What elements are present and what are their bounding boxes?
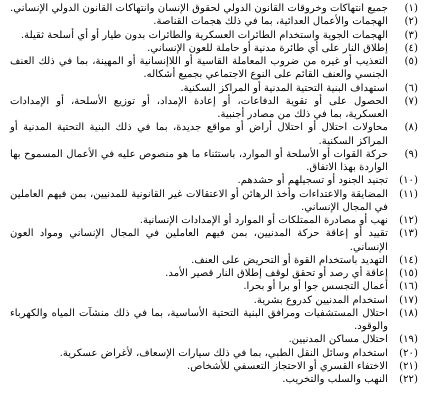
- list-item: [10, 15, 418, 28]
- item-text: المضايقة والاعتداءات وأخذ الرهائن أو الاعتقالات غير القانونية للمدنيين، بمن فيهم العاملين في المجال الإنساني.: [10, 188, 388, 213]
- list-item: [10, 42, 418, 55]
- list-item: [10, 360, 418, 373]
- list-item: [10, 29, 418, 42]
- list-item: [10, 82, 418, 95]
- item-number: (١): [404, 3, 418, 14]
- item-text: الهجمات والأعمال العدائية، بما في ذلك هجمات القناصة.: [153, 16, 388, 28]
- item-text: احتلال مساكن المدنيين.: [288, 334, 388, 346]
- item-number: (٢٠): [399, 347, 418, 359]
- list-item: [10, 174, 418, 187]
- item-number: (٧): [404, 95, 418, 107]
- item-text: نهب أو مصادرة الممتلكات أو الموارد أو الإمدادات الإنسانية.: [139, 215, 388, 226]
- list-item: [10, 254, 418, 267]
- item-text: تجنيد الجنود أو تسجيلهم أو حشدهم.: [237, 175, 388, 187]
- list-item: [10, 121, 418, 148]
- item-text: التعذيب أو غيره من ضروب المعاملة القاسية أو اللاإنسانية أو المهينة، بما في ذلك العنف الجنسي والعنف القائم على النوع الاجتماعي بجميع أشكاله.: [10, 56, 388, 81]
- item-text: استخدام وسائل النقل الطبي، بما في ذلك سيارات الإسعاف، لأغراض عسكرية.: [59, 347, 388, 359]
- item-number: (٢٢): [399, 374, 418, 385]
- item-number: (٣): [404, 29, 418, 41]
- list-item: [10, 333, 418, 346]
- item-text: محاولات احتلال أو احتلال أراض أو مواقع جديدة، بما في ذلك البنية التحتية المدنية أو المراكز السكنية.: [10, 122, 388, 147]
- item-text: إطلاق النار على أي طائرة مدنية أو حاملة للعون الإنساني.: [147, 42, 388, 54]
- item-number: (١٨): [399, 307, 418, 319]
- item-text: حركة القوات أو الأسلحة أو الموارد، باستثناء ما هو منصوص عليه في الأعمال المسموح بها الواردة بهذا الاتفاق.: [10, 148, 388, 173]
- item-text: الهجمات الجوية واستخدام الطائرات العسكرية والطائرات بدون طيار أو أي أسلحة ثقيلة.: [20, 29, 388, 41]
- item-text: الحصول على أو تقوية الدفاعات، أو إعادة الإمداد، أو توزيع الأسلحة، أو الإمدادات العسكرية، بما في ذلك من مصادر أجنبية.: [10, 95, 388, 120]
- item-number: (٩): [404, 148, 418, 160]
- item-text: احتلال المستشفيات ومرافق البنية التحتية الأساسية، بما في ذلك منشآت المياه والكهرباء والوقود.: [10, 307, 388, 332]
- list-item: [10, 280, 418, 293]
- prohibited-actions-list: [10, 2, 418, 386]
- item-number: (١٠): [399, 175, 418, 187]
- item-text: الاختفاء القسري أو الاحتجاز التعسفي للأشخاص.: [187, 360, 388, 372]
- list-item: [10, 2, 418, 15]
- list-item: [10, 307, 418, 334]
- item-number: (٦): [404, 82, 418, 94]
- list-item: [10, 267, 418, 280]
- list-item: [10, 95, 418, 122]
- item-text: جميع انتهاكات وخروقات القانون الدولي لحقوق الإنسان وانتهاكات القانون الدولي الإنساني.: [10, 3, 388, 14]
- item-number: (٢): [404, 16, 418, 28]
- item-number: (١٢): [399, 215, 418, 226]
- list-item: [10, 373, 418, 386]
- item-text: تقييد أو إعاقة حركة المدنيين، بمن فيهم العاملين في المجال الإنساني ومواد العون الإنساني.: [10, 228, 388, 253]
- item-number: (١٧): [399, 294, 418, 306]
- item-text: أعمال التجسس جوا أو برا أو بحرا.: [243, 281, 388, 293]
- item-number: (٢١): [399, 360, 418, 372]
- item-number: (٥): [404, 56, 418, 67]
- item-number: (١٤): [399, 254, 418, 266]
- item-number: (١٣): [399, 228, 418, 240]
- item-number: (١١): [399, 188, 418, 200]
- list-item: [10, 214, 418, 227]
- list-item: [10, 294, 418, 307]
- item-number: (٤): [404, 42, 418, 54]
- list-item: [10, 347, 418, 360]
- item-text: إعاقة أي رصد أو تحقق لوقف إطلاق النار قصير الأمد.: [165, 268, 388, 279]
- list-item: [10, 148, 418, 175]
- item-text: النهب والسلب والتخريب.: [282, 374, 388, 385]
- item-number: (١٥): [399, 268, 418, 279]
- item-text: استخدام المدنيين كدروع بشرية.: [253, 294, 388, 306]
- list-item: [10, 188, 418, 215]
- item-text: استهداف البنية التحتية المدنية أو المراكز السكنية.: [180, 82, 388, 94]
- item-number: (١٩): [399, 334, 418, 346]
- item-number: (١٦): [399, 281, 418, 293]
- list-item: [10, 227, 418, 254]
- list-item: [10, 55, 418, 82]
- item-number: (٨): [404, 122, 418, 134]
- item-text: التهديد باستخدام القوة أو التحريض على العنف.: [191, 254, 388, 266]
